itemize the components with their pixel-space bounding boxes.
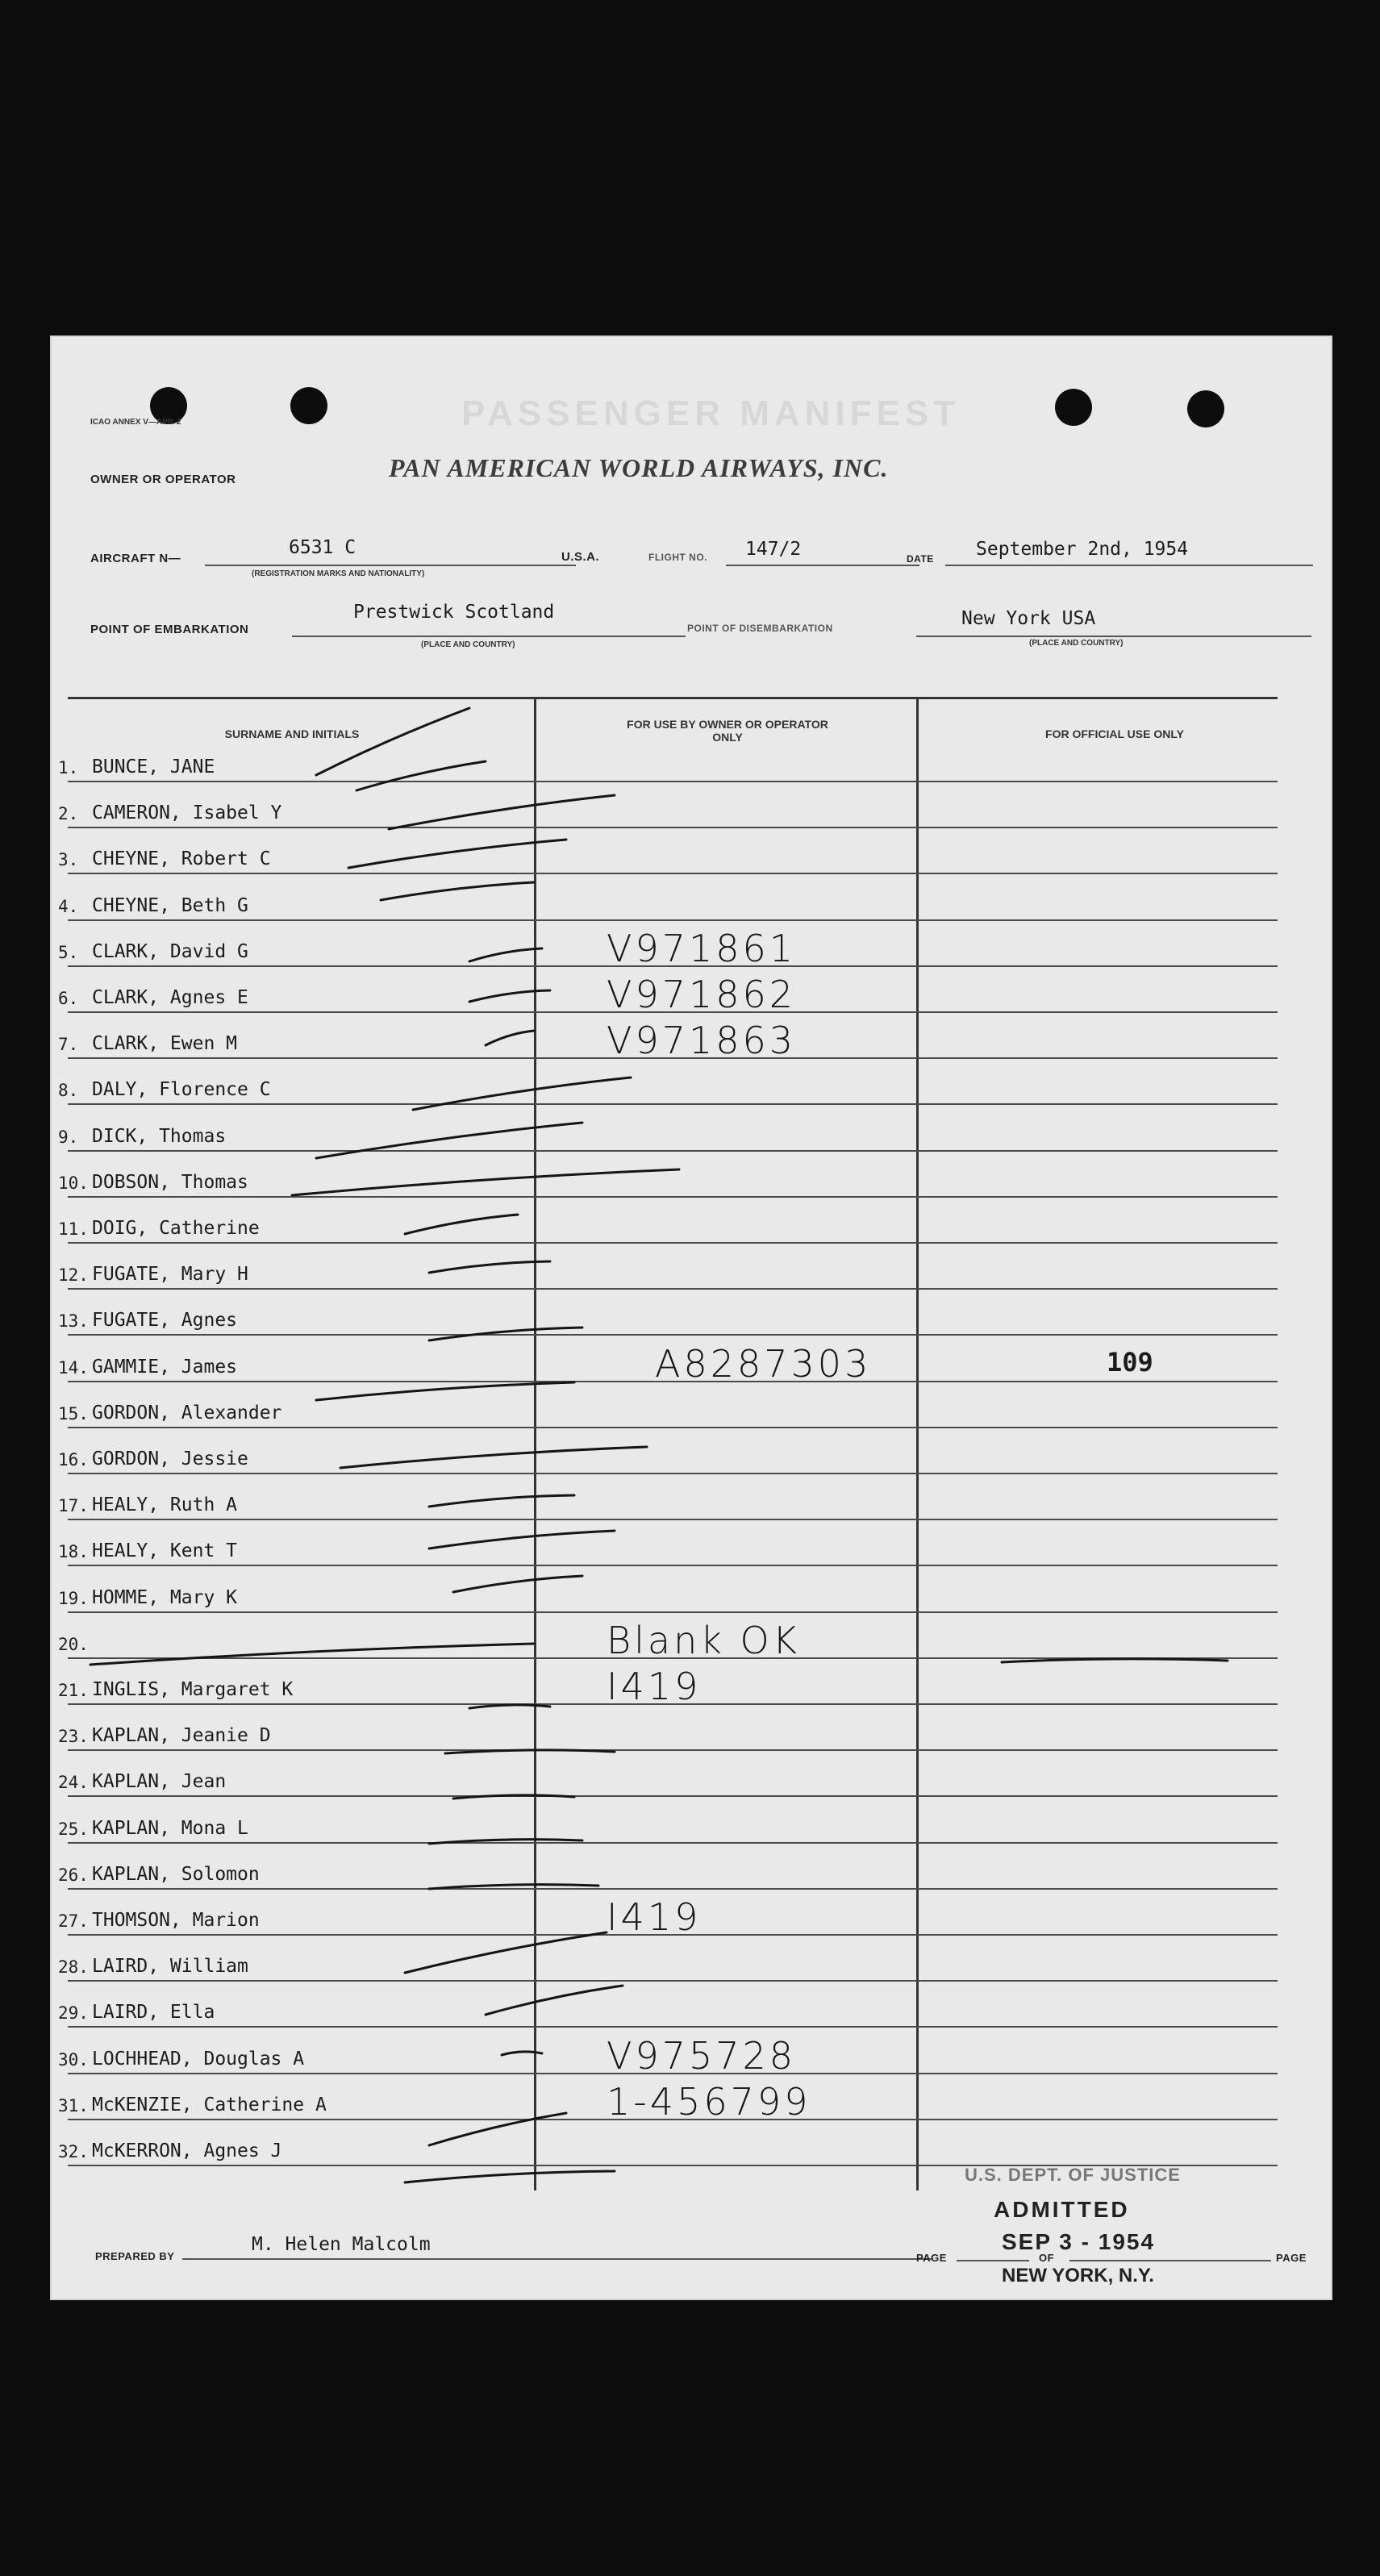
- passenger-name: BUNCE, JANE: [92, 757, 215, 777]
- row-number: 20.: [58, 1634, 89, 1654]
- check-stroke: [405, 1215, 518, 1234]
- form-code: ICAO ANNEX V—APP. 2: [90, 418, 181, 427]
- check-stroke: [469, 990, 550, 1002]
- row-number: 15.: [58, 1403, 89, 1423]
- passenger-name: CLARK, Ewen M: [92, 1033, 238, 1055]
- passenger-name: CLARK, Agnes E: [92, 987, 248, 1008]
- row-number: 18.: [58, 1542, 89, 1562]
- passenger-name: McKENZIE, Catherine A: [92, 2094, 327, 2115]
- check-stroke: [316, 1123, 582, 1158]
- check-stroke: [316, 708, 469, 775]
- row-number: 4.: [58, 896, 79, 916]
- stamp-place: NEW YORK, N.Y.: [1002, 2265, 1154, 2286]
- row-number: 10.: [58, 1173, 89, 1193]
- operator-note: I419: [607, 1895, 702, 1939]
- row-number: 25.: [58, 1819, 89, 1839]
- row-number: 11.: [58, 1219, 89, 1239]
- passenger-name: INGLIS, Margaret K: [92, 1679, 294, 1700]
- prepared-value: M. Helen Malcolm: [252, 2234, 431, 2255]
- of-label: OF: [1039, 2252, 1055, 2264]
- flight-label: FLIGHT NO.: [648, 552, 707, 563]
- check-stroke: [429, 2113, 566, 2145]
- check-stroke: [486, 1986, 623, 2015]
- embark-note: (PLACE AND COUNTRY): [421, 640, 515, 649]
- passenger-name: McKERRON, Agnes J: [92, 2140, 282, 2161]
- passenger-name: KAPLAN, Solomon: [92, 1863, 260, 1885]
- row-number: 26.: [58, 1865, 89, 1885]
- passenger-name: HEALY, Ruth A: [92, 1494, 238, 1516]
- check-stroke: [381, 882, 534, 900]
- check-stroke: [469, 1705, 550, 1708]
- stamp-date: SEP 3 - 1954: [1002, 2229, 1156, 2254]
- row-number: 3.: [58, 850, 79, 870]
- passenger-name: HEALY, Kent T: [92, 1540, 238, 1562]
- check-stroke: [413, 1078, 631, 1110]
- prepared-label: PREPARED BY: [95, 2250, 175, 2262]
- passenger-name: LAIRD, Ella: [92, 2002, 215, 2024]
- stamp-dept: U.S. DEPT. OF JUSTICE: [965, 2165, 1181, 2185]
- passenger-name: KAPLAN, Jeanie D: [92, 1725, 271, 1747]
- aircraft-note: (REGISTRATION MARKS AND NATIONALITY): [252, 569, 425, 578]
- row-number: 6.: [58, 989, 79, 1008]
- passenger-name: GORDON, Alexander: [92, 1402, 282, 1423]
- col-operator-header: FOR USE BY OWNER OR OPERATOR ONLY: [627, 718, 828, 744]
- check-stroke: [502, 2052, 542, 2055]
- row-number: 9.: [58, 1127, 79, 1147]
- row-number: 8.: [58, 1081, 79, 1101]
- passenger-name: FUGATE, Agnes: [92, 1310, 238, 1332]
- operator-note: V971862: [607, 973, 797, 1016]
- operator-note: A8287303: [655, 1341, 872, 1386]
- passenger-name: LAIRD, William: [92, 1956, 248, 1978]
- row-number: 2.: [58, 804, 79, 824]
- operator-note: I419: [607, 1665, 702, 1708]
- row-number: 29.: [58, 2003, 89, 2024]
- check-stroke: [348, 840, 566, 868]
- check-stroke: [356, 761, 486, 790]
- row-number: 30.: [58, 2049, 89, 2070]
- passenger-name: KAPLAN, Mona L: [92, 1817, 248, 1839]
- passenger-name: DOBSON, Thomas: [92, 1171, 248, 1193]
- check-stroke: [405, 1932, 607, 1973]
- operator-note: V971861: [607, 926, 797, 970]
- usa-label: U.S.A.: [561, 550, 600, 564]
- check-stroke: [445, 1750, 615, 1753]
- check-stroke: [405, 2171, 615, 2182]
- passenger-name: THOMSON, Marion: [92, 1910, 260, 1931]
- passenger-name: GORDON, Jessie: [92, 1448, 248, 1469]
- row-number: 27.: [58, 1911, 89, 1931]
- airline-name: PAN AMERICAN WORLD AIRWAYS, INC.: [389, 453, 889, 482]
- embark-label: POINT OF EMBARKATION: [90, 623, 249, 636]
- disembark-label: POINT OF DISEMBARKATION: [687, 623, 833, 634]
- check-stroke: [429, 1840, 582, 1844]
- passenger-name: HOMME, Mary K: [92, 1586, 238, 1608]
- check-stroke: [453, 1576, 582, 1592]
- row-number: 1.: [58, 758, 79, 777]
- aircraft-label: AIRCRAFT N—: [90, 552, 181, 565]
- check-stroke: [292, 1169, 679, 1195]
- check-stroke: [340, 1447, 647, 1468]
- passenger-name: CHEYNE, Beth G: [92, 894, 248, 916]
- row-number: 17.: [58, 1496, 89, 1516]
- col-official-header: FOR OFFICIAL USE ONLY: [1045, 727, 1184, 740]
- check-stroke: [429, 1261, 550, 1273]
- check-stroke: [1002, 1659, 1228, 1662]
- aircraft-value: 6531 C: [289, 537, 356, 558]
- operator-note: V971863: [607, 1019, 797, 1063]
- owner-label: OWNER OR OPERATOR: [90, 473, 236, 486]
- passenger-name: FUGATE, Mary H: [92, 1264, 248, 1286]
- passenger-name: DOIG, Catherine: [92, 1218, 260, 1239]
- embark-value: Prestwick Scotland: [353, 602, 555, 623]
- col-surname-header: SURNAME AND INITIALS: [224, 727, 360, 740]
- check-stroke: [486, 1031, 534, 1045]
- page-label-2: PAGE: [1276, 2252, 1307, 2264]
- operator-note: Blank OK: [607, 1618, 800, 1662]
- operator-note: 1-456799: [607, 2079, 811, 2124]
- manifest-sheet: [50, 336, 1332, 2300]
- row-number: 31.: [58, 2095, 89, 2115]
- pen-strokes: [50, 336, 1332, 2300]
- passenger-name: GAMMIE, James: [92, 1356, 238, 1378]
- row-number: 32.: [58, 2142, 89, 2161]
- check-stroke: [316, 1382, 574, 1400]
- check-stroke: [453, 1795, 574, 1799]
- row-number: 7.: [58, 1035, 79, 1055]
- disembark-note: (PLACE AND COUNTRY): [1029, 639, 1124, 648]
- passenger-name: DICK, Thomas: [92, 1125, 227, 1147]
- row-number: 14.: [58, 1357, 89, 1378]
- official-note: 109: [1107, 1346, 1153, 1378]
- row-number: 12.: [58, 1265, 89, 1286]
- passenger-name: LOCHHEAD, Douglas A: [92, 2048, 305, 2070]
- form-title: PASSENGER MANIFEST: [461, 394, 961, 433]
- row-number: 28.: [58, 1957, 89, 1978]
- check-stroke: [429, 1495, 574, 1507]
- check-stroke: [389, 795, 615, 829]
- row-number: 5.: [58, 942, 79, 962]
- check-stroke: [429, 1885, 598, 1889]
- check-stroke: [90, 1644, 534, 1665]
- date-label: DATE: [907, 553, 934, 565]
- stamp-admitted: ADMITTED: [994, 2197, 1130, 2222]
- disembark-value: New York USA: [961, 608, 1096, 629]
- passenger-name: KAPLAN, Jean: [92, 1771, 227, 1793]
- check-stroke: [429, 1531, 615, 1549]
- passenger-name: CAMERON, Isabel Y: [92, 802, 282, 824]
- check-stroke: [429, 1328, 582, 1340]
- date-value: September 2nd, 1954: [976, 539, 1189, 560]
- row-number: 16.: [58, 1450, 89, 1469]
- row-number: 13.: [58, 1311, 89, 1332]
- page-label: PAGE: [916, 2252, 947, 2264]
- row-number: 24.: [58, 1773, 89, 1793]
- operator-note: V975728: [607, 2033, 797, 2078]
- flight-value: 147/2: [745, 539, 802, 560]
- passenger-name: CLARK, David G: [92, 940, 248, 962]
- passenger-name: DALY, Florence C: [92, 1079, 271, 1101]
- row-number: 21.: [58, 1681, 89, 1700]
- row-number: 19.: [58, 1588, 89, 1608]
- passenger-name: CHEYNE, Robert C: [92, 848, 271, 870]
- row-number: 23.: [58, 1727, 89, 1747]
- check-stroke: [469, 948, 542, 961]
